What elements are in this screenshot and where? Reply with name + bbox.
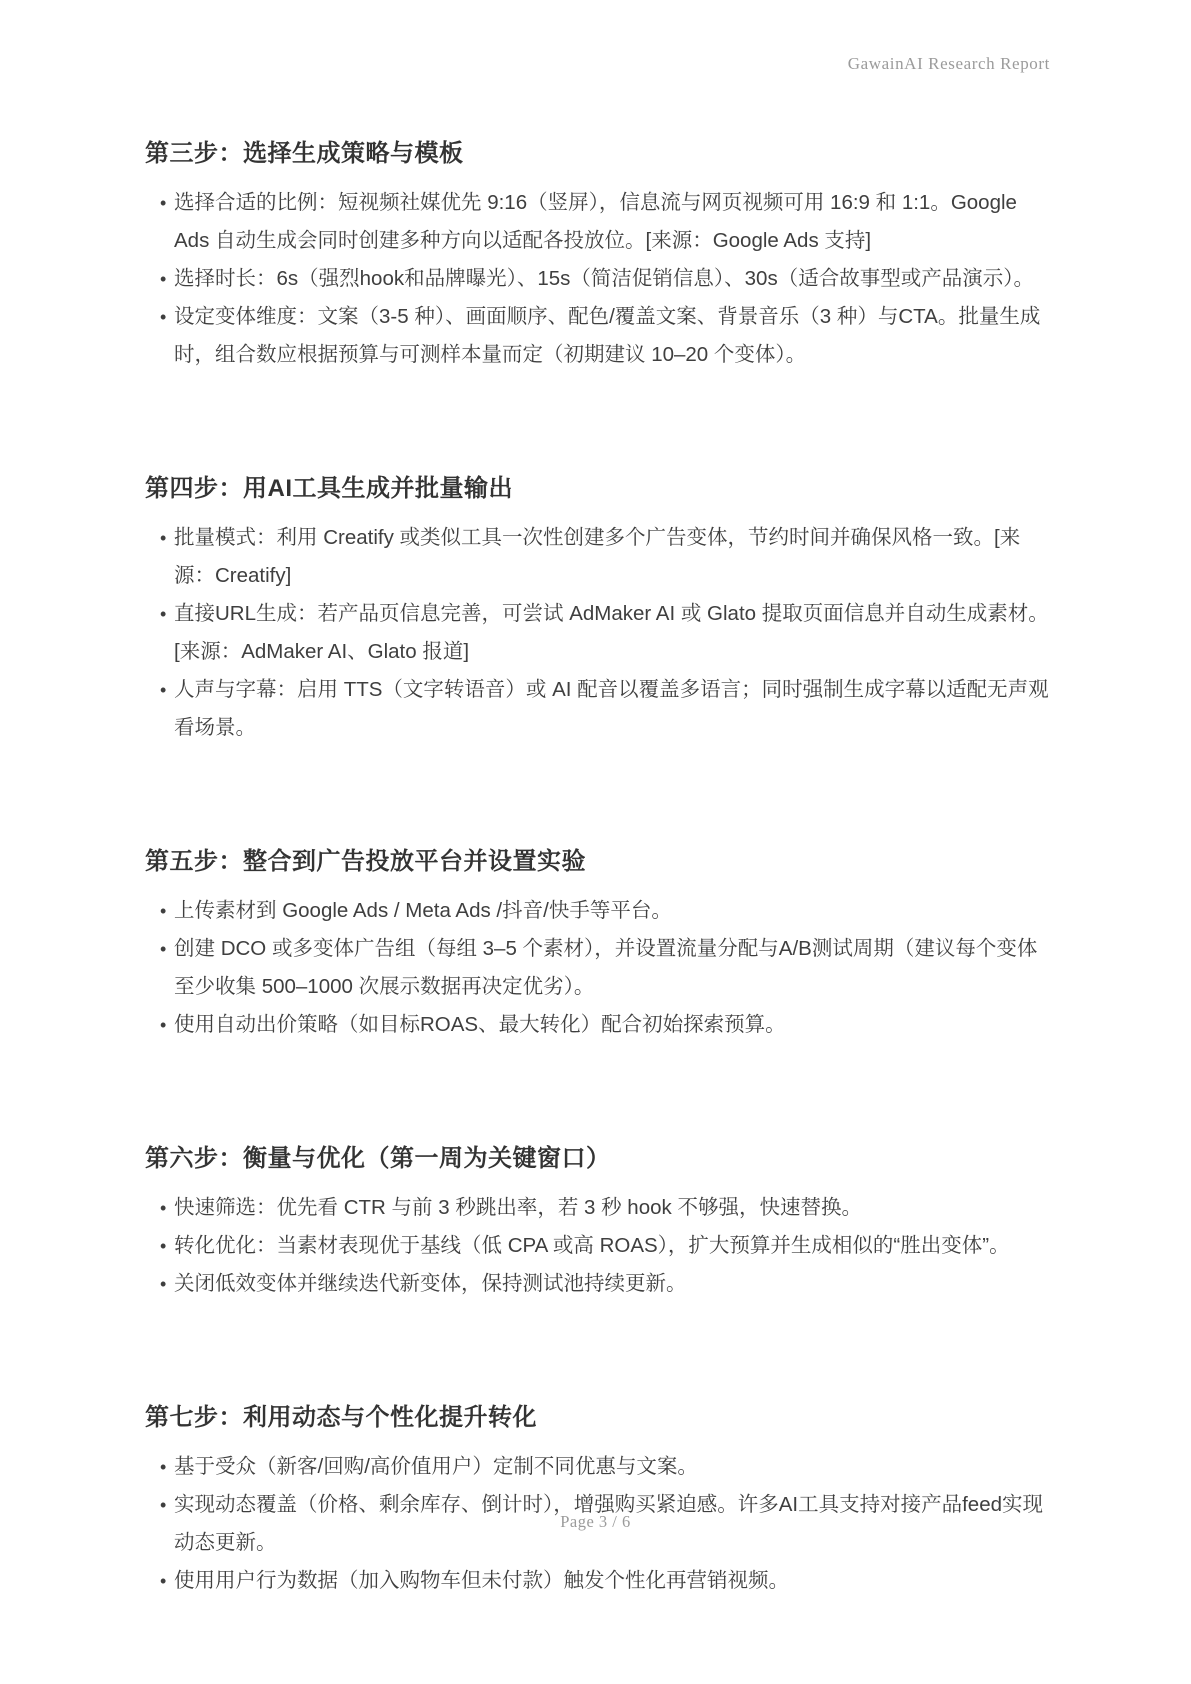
section-title: 第四步：用AI工具生成并批量输出 [145,475,513,502]
section-title: 第三步：选择生成策略与模板 [145,140,464,167]
bullet-item: • 选择时长：6s（强烈hook和品牌曝光）、15s（简洁促销信息）、30s（适合故事型或产品演示）。 [160,260,1051,298]
bullet-item: • 转化优化：当素材表现优于基线（低 CPA 或高 ROAS），扩大预算并生成相似的“胜出变体”。 [160,1227,1051,1265]
bullet-item: • 使用用户行为数据（加入购物车但未付款）触发个性化再营销视频。 [160,1562,1051,1600]
section-step-3 [145,133,1051,374]
bullet-item: • 实现动态覆盖（价格、剩余库存、倒计时），增强购买紧迫感。许多AI工具支持对接产品feed实现动态更新。 [160,1486,1051,1562]
page-number: Page 3 / 6 [560,1512,631,1531]
section-step-6 [145,1138,1051,1303]
section-title: 第五步：整合到广告投放平台并设置实验 [145,848,586,875]
bullet-item: • 基于受众（新客/回购/高价值用户）定制不同优惠与文案。 [160,1448,1051,1486]
bullet-item: • 快速筛选：优先看 CTR 与前 3 秒跳出率，若 3 秒 hook 不够强，快速替换。 [160,1189,1051,1227]
section-step-7 [145,1397,1051,1600]
bullet-item: • 直接URL生成：若产品页信息完善，可尝试 AdMaker AI 或 Glato 提取页面信息并自动生成素材。[来源：AdMaker AI、Glato 报道] [160,595,1051,671]
bullet-item: • 批量模式：利用 Creatify 或类似工具一次性创建多个广告变体，节约时间并确保风格一致。[来源：Creatify] [160,519,1051,595]
section-step-5 [145,841,1051,1044]
page-footer [0,1512,1191,1532]
section-step-4 [145,468,1051,747]
bullet-list [145,892,1051,1044]
bullet-list [145,184,1051,374]
bullet-item: • 设定变体维度：文案（3-5 种）、画面顺序、配色/覆盖文案、背景音乐（3 种）与CTA。批量生成时，组合数应根据预算与可测样本量而定（初期建议 10–20 个变体）。 [160,298,1051,374]
report-title: GawainAI Research Report [847,54,1050,73]
page-header [848,54,1050,74]
bullet-item: • 创建 DCO 或多变体广告组（每组 3–5 个素材），并设置流量分配与A/B测试周期（建议每个变体至少收集 500–1000 次展示数据再决定优劣）。 [160,930,1051,1006]
bullet-item: • 选择合适的比例：短视频社媒优先 9:16（竖屏），信息流与网页视频可用 16:9 和 1:1。Google Ads 自动生成会同时创建多种方向以适配各投放位。[来源：Google Ads 支持] [160,184,1051,260]
bullet-list [145,519,1051,747]
bullet-item: • 关闭低效变体并继续迭代新变体，保持测试池持续更新。 [160,1265,1051,1303]
bullet-item: • 使用自动出价策略（如目标ROAS、最大转化）配合初始探索预算。 [160,1006,1051,1044]
bullet-item: • 人声与字幕：启用 TTS（文字转语音）或 AI 配音以覆盖多语言；同时强制生成字幕以适配无声观看场景。 [160,671,1051,747]
section-title: 第六步：衡量与优化（第一周为关键窗口） [145,1145,611,1172]
bullet-item: • 上传素材到 Google Ads / Meta Ads /抖音/快手等平台。 [160,892,1051,930]
section-title: 第七步：利用动态与个性化提升转化 [145,1404,537,1431]
bullet-list [145,1189,1051,1303]
